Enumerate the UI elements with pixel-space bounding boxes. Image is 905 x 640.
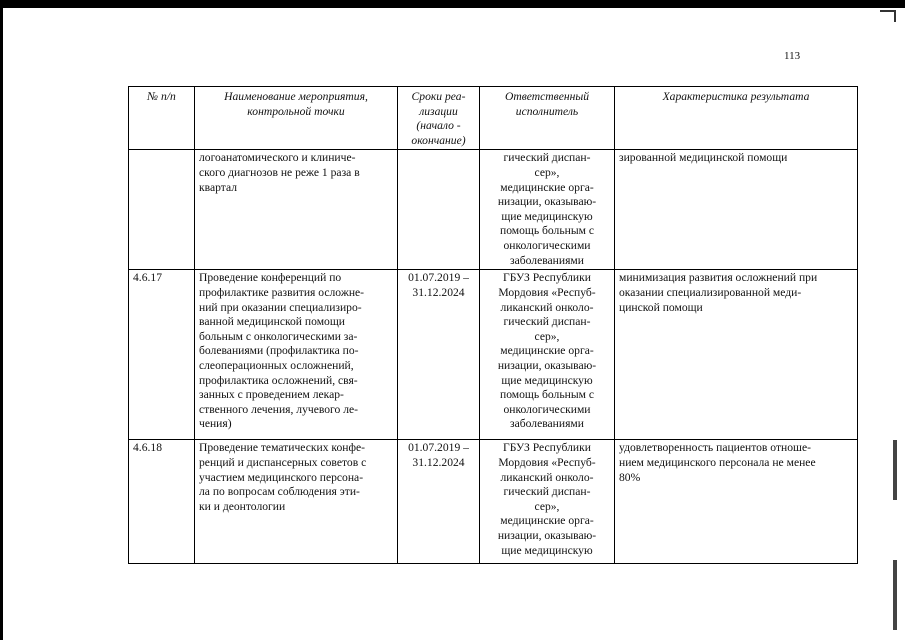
scan-left-edge	[0, 0, 3, 640]
scan-speckle	[893, 440, 897, 500]
scan-corner-mark	[880, 10, 896, 22]
row-responsible-cell: ГБУЗ Республики Мордовия «Респуб- ликанский онколо- гический диспан- сер», медицинские орга- низации, оказываю- щие медицинскую	[480, 440, 615, 564]
row-result-cell: удовлетворенность пациентов отноше- нием медицинского персонала не менее 80%	[615, 440, 858, 564]
row-name-cell: Проведение тематических конфе- ренций и диспансерных советов с участием медицинского персона- ла по вопросам соблюдения эти- ки и деонтологии	[195, 440, 398, 564]
row-dates-cell: 01.07.2019 – 31.12.2024	[398, 440, 480, 564]
scan-top-edge	[0, 0, 905, 8]
header-number: № п/п	[129, 87, 195, 150]
table-row	[129, 270, 858, 440]
row-result-cell: минимизация развития осложнений при оказании специализированной меди- цинской помощи	[615, 270, 858, 440]
row-name-cell: логоанатомического и клиниче- ского диагнозов не реже 1 раза в квартал	[195, 150, 398, 270]
row-number-cell: 4.6.18	[129, 440, 195, 564]
row-dates-cell	[398, 150, 480, 270]
header-measure-name: Наименование мероприятия, контрольной точки	[195, 87, 398, 150]
header-dates: Сроки реа- лизации (начало - окончание)	[398, 87, 480, 150]
measures-table	[128, 86, 858, 564]
page-number: 113	[784, 50, 801, 62]
table-row	[129, 440, 858, 564]
row-responsible-cell: гический диспан- сер», медицинские орга- низации, оказываю- щие медицинскую помощь больным с онкологическими заболеваниями	[480, 150, 615, 270]
row-result-cell: зированной медицинской помощи	[615, 150, 858, 270]
row-responsible-cell: ГБУЗ Республики Мордовия «Респуб- ликанский онколо- гический диспан- сер», медицинские орга- низации, оказываю- щие медицинскую помощь больным с онкологическими заболеваниями	[480, 270, 615, 440]
table-row	[129, 150, 858, 270]
header-result: Характеристика результата	[615, 87, 858, 150]
row-number-cell	[129, 150, 195, 270]
scan-speckle	[893, 560, 897, 630]
header-responsible: Ответственный исполнитель	[480, 87, 615, 150]
table-header-row	[129, 87, 858, 150]
row-name-cell: Проведение конференций по профилактике развития осложне- ний при оказании специализиро- ванной медицинской помощи больным с онкологическими за- болеваниями (профилактика по- слеоперационных осложнений, профилактика осложнений, свя- занных с проведением лекар- ственного лечения, лучевого ле- чения)	[195, 270, 398, 440]
row-dates-cell: 01.07.2019 – 31.12.2024	[398, 270, 480, 440]
row-number-cell: 4.6.17	[129, 270, 195, 440]
